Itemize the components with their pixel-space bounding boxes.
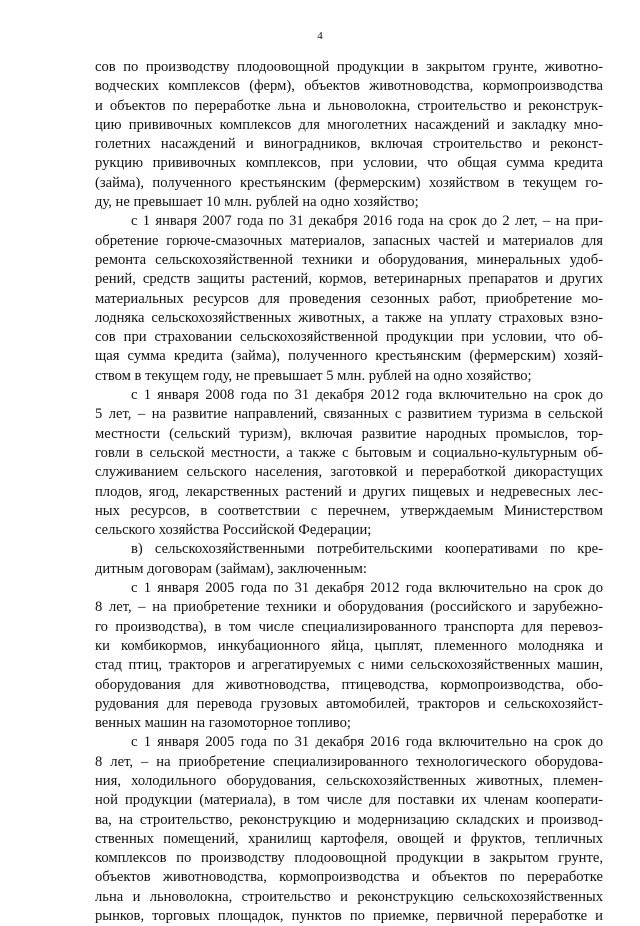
text-line: ки комбикормов, инкубационного яйца, цыплят, племенного молодняка и <box>95 637 603 654</box>
text-line: комплексов по производству плодоовощной продукции в закрытом грунте, <box>95 850 603 867</box>
text-line: рукцию прививочных комплексов, при условии, что общая сумма кредита <box>95 155 603 172</box>
text-line: материальных ресурсов для проведения сезонных работ, приобретение мо- <box>95 290 603 307</box>
text-line: рынков, торговых площадок, пунктов по приемке, первичной переработке и <box>95 908 603 925</box>
text-line: ремонта сельскохозяйственной техники и оборудования, минеральных удоб- <box>95 251 603 268</box>
text-line: дитным договорам (займам), заключенным: <box>95 560 367 577</box>
text-line: ством в текущем году, не превышает 5 млн. рублей на одно хозяйство; <box>95 367 532 384</box>
text-line: льна и льноволокна, строительство и реконструкцию сельскохозяйственных <box>95 888 603 905</box>
text-line: с 1 января 2005 года по 31 декабря 2012 года включительно на срок до <box>131 580 603 597</box>
text-line: ду, не превышает 10 млн. рублей на одно хозяйство; <box>95 194 419 211</box>
text-line: с 1 января 2008 года по 31 декабря 2012 года включительно на срок до <box>131 387 603 404</box>
text-line: лодняка сельскохозяйственных животных, а также на уплату страховых взно- <box>95 309 603 326</box>
text-line: объектов животноводства, кормопроизводства и объектов по переработке <box>95 869 603 886</box>
text-line: 8 лет, – на приобретение специализированного технологического оборудова- <box>95 753 603 770</box>
text-line: и объектов по переработке льна и льноволокна, строительство и реконструк- <box>95 97 603 114</box>
text-line: ственных помещений, хранилищ картофеля, овощей и фруктов, тепличных <box>95 830 603 847</box>
text-line: ных ресурсов, в соответствии с перечнем, утверждаемым Министерством <box>95 502 603 519</box>
text-line: голетних насаждений и виноградников, включая строительство и реконст- <box>95 136 603 153</box>
text-line: щая сумма кредита (займа), полученного крестьянским (фермерским) хозяй- <box>95 348 603 365</box>
text-line: с 1 января 2007 года по 31 декабря 2016 года на срок до 2 лет, – на при- <box>131 213 603 230</box>
text-line: говли в сельской местности, а также с бытовым и социально-культурным об- <box>95 444 603 461</box>
text-line: го производства), в том числе специализированного транспорта для перевоз- <box>95 618 603 635</box>
text-line: водческих комплексов (ферм), объектов животноводства, кормопроизводства <box>95 78 603 95</box>
text-line: обретение горюче-смазочных материалов, запасных частей и материалов для <box>95 232 603 249</box>
text-line: венных машин на газомоторное топливо; <box>95 715 351 732</box>
page-number: 4 <box>317 30 323 42</box>
text-line: рудования для перевода грузовых автомобилей, тракторов и сельскохозяйст- <box>95 695 603 712</box>
text-line: цию прививочных комплексов для многолетних насаждений и закладку мно- <box>95 116 603 133</box>
text-line: в) сельскохозяйственными потребительскими кооперативами по кре- <box>131 541 603 558</box>
text-line: ния, холодильного оборудования, сельскохозяйственных животных, племен- <box>95 772 603 789</box>
text-line: 8 лет, – на приобретение техники и оборудования (российского и зарубежно- <box>95 599 603 616</box>
text-line: плодов, ягод, лекарственных растений и других пищевых и недревесных лес- <box>95 483 603 500</box>
text-line: 5 лет, – на развитие направлений, связанных с развитием туризма в сельской <box>95 406 603 423</box>
text-line: сов по производству плодоовощной продукции в закрытом грунте, животно- <box>95 59 603 75</box>
text-line: рений, средств защиты растений, кормов, ветеринарных препаратов и других <box>95 271 603 288</box>
text-line: стад птиц, тракторов и агрегатируемых с ними сельскохозяйственных машин, <box>95 657 603 674</box>
text-line: ной продукции (материала), в том числе для поставки их членам кооперати- <box>95 792 603 809</box>
text-line: служиванием сельского населения, заготовкой и переработкой дикорастущих <box>95 464 603 481</box>
text-line: оборудования для животноводства, птицеводства, кормопроизводства, обо- <box>95 676 603 693</box>
text-line: местности (сельский туризм), включая развитие народных промыслов, тор- <box>95 425 603 442</box>
text-line: (займа), полученного крестьянским (фермерским) хозяйством в текущем го- <box>95 174 603 191</box>
text-line: ва, на строительство, реконструкцию и модернизацию складских и производ- <box>95 811 603 828</box>
body-text <box>95 58 603 926</box>
text-line: сельского хозяйства Российской Федерации; <box>95 522 372 539</box>
text-line: с 1 января 2005 года по 31 декабря 2016 года включительно на срок до <box>131 734 603 751</box>
text-line: сов при страховании сельскохозяйственной продукции при условии, что об- <box>95 329 603 346</box>
